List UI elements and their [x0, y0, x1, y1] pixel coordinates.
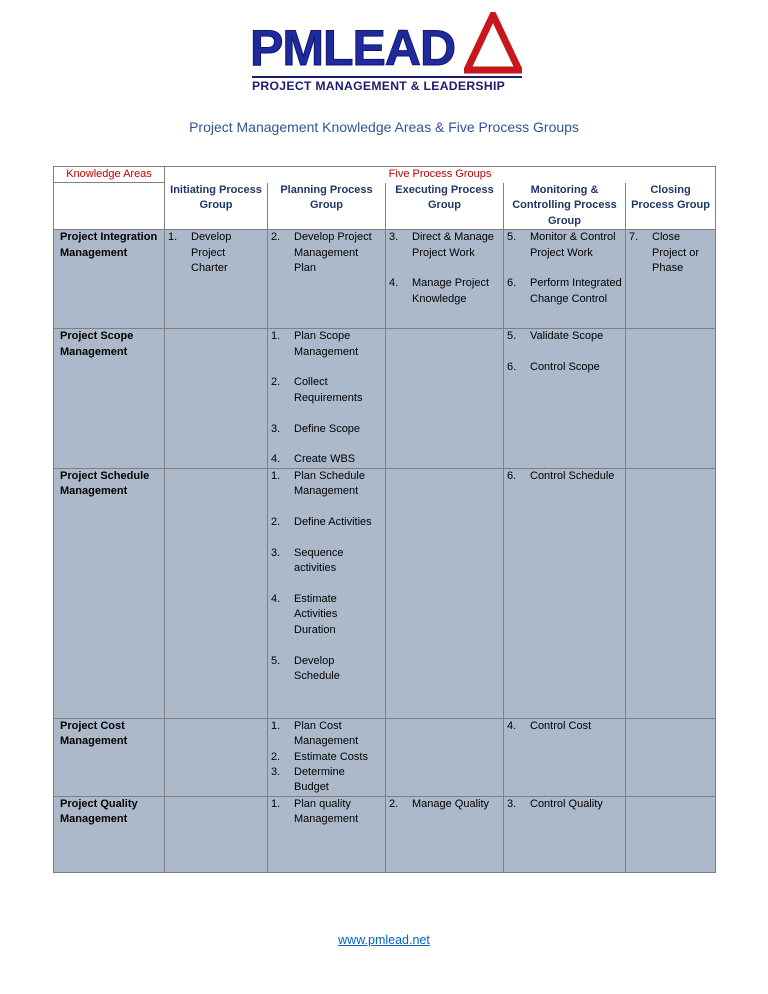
process-cell-planning — [268, 796, 386, 872]
process-item-number: 3. — [271, 765, 281, 778]
process-item — [271, 230, 382, 276]
process-cell-monitoring — [504, 329, 626, 469]
process-cell-closing — [626, 230, 716, 329]
corner-header-blank — [54, 183, 165, 230]
process-item-number: 1. — [271, 330, 281, 343]
process-item-text: Control Scope — [530, 360, 600, 373]
process-item — [271, 797, 382, 828]
process-item — [271, 422, 382, 437]
process-item-text: Monitor & Control Project Work — [530, 231, 616, 259]
process-item — [271, 469, 382, 500]
logo-tagline: PROJECT MANAGEMENT & LEADERSHIP — [252, 79, 506, 93]
process-item-number: 2. — [271, 376, 281, 389]
process-item — [271, 750, 382, 765]
process-cell-executing — [386, 468, 504, 718]
process-cell-initiating — [165, 329, 268, 469]
process-item-number: 5. — [507, 330, 517, 343]
process-item-text: Develop Schedule — [294, 654, 340, 682]
process-cell-planning — [268, 230, 386, 329]
process-item — [507, 230, 622, 261]
process-item-text: Control Cost — [530, 719, 592, 732]
process-item — [271, 765, 382, 796]
pmlead-logo — [250, 12, 525, 98]
process-item-text: Sequence activities — [294, 546, 344, 575]
process-item-number: 2. — [271, 231, 281, 244]
process-item-text: Develop Project Charter — [191, 231, 232, 274]
process-item-number: 3. — [507, 797, 517, 810]
column-header-initiating: Initiating Process Group — [165, 183, 268, 230]
process-item — [507, 469, 622, 484]
knowledge-areas-table — [53, 166, 716, 873]
process-item-number: 1. — [168, 231, 178, 244]
process-item-text: Estimate Activities Duration — [294, 592, 338, 636]
process-item-number: 6. — [507, 277, 517, 290]
column-header-closing: Closing Process Group — [626, 183, 716, 230]
process-item-text: Manage Quality — [412, 797, 490, 810]
process-item-number: 1. — [271, 719, 281, 732]
process-item — [389, 230, 500, 261]
process-cell-executing — [386, 796, 504, 872]
process-item — [389, 797, 500, 812]
process-item — [271, 452, 382, 467]
process-cell-initiating — [165, 230, 268, 329]
group-header: Five Process Groups — [165, 167, 716, 183]
table-row — [54, 230, 716, 329]
process-item-text: Direct & Manage Project Work — [412, 231, 494, 259]
process-cell-executing — [386, 329, 504, 469]
process-item-text: Define Activities — [294, 515, 372, 528]
process-cell-monitoring — [504, 468, 626, 718]
knowledge-area-cell: Project Schedule Management — [54, 468, 165, 718]
process-cell-closing — [626, 796, 716, 872]
process-item-text: Plan Scope Management — [294, 330, 359, 358]
process-item — [271, 654, 382, 685]
process-item-number: 7. — [629, 231, 639, 244]
process-item-text: Plan Cost Management — [294, 719, 359, 748]
process-item — [629, 230, 712, 276]
process-cell-initiating — [165, 796, 268, 872]
process-item-number: 4. — [271, 453, 281, 466]
process-cell-planning — [268, 468, 386, 718]
process-item-text: Estimate Costs — [294, 750, 368, 763]
process-item-number: 1. — [271, 469, 281, 482]
logo-brand-text: PMLEAD — [250, 20, 456, 76]
knowledge-area-cell: Project Integration Management — [54, 230, 165, 329]
process-cell-initiating — [165, 718, 268, 796]
process-item-number: 6. — [507, 469, 517, 482]
process-item-number: 4. — [507, 719, 517, 732]
column-header-monitoring: Monitoring & Controlling Process Group — [504, 183, 626, 230]
knowledge-area-cell: Project Cost Management — [54, 718, 165, 796]
process-cell-closing — [626, 718, 716, 796]
process-item — [507, 276, 622, 307]
process-item — [507, 797, 622, 812]
process-item-text: Control Quality — [530, 797, 603, 810]
process-cell-monitoring — [504, 230, 626, 329]
process-item-number: 3. — [271, 422, 281, 435]
table-row — [54, 468, 716, 718]
process-item-text: Close Project or Phase — [652, 231, 700, 274]
process-item-text: Develop Project Management Plan — [294, 231, 372, 274]
table-row — [54, 718, 716, 796]
process-item-number: 3. — [389, 231, 399, 244]
process-item — [271, 329, 382, 360]
website-link[interactable]: www.pmlead.net — [338, 933, 430, 947]
process-item — [271, 592, 382, 638]
process-cell-initiating — [165, 468, 268, 718]
process-item-text: Collect Requirements — [294, 376, 363, 404]
process-item-number: 6. — [507, 360, 517, 373]
process-item-number: 4. — [271, 592, 281, 605]
process-item — [271, 719, 382, 750]
process-cell-executing — [386, 230, 504, 329]
footer — [0, 933, 768, 947]
process-item-text: Create WBS — [294, 453, 356, 466]
process-cell-planning — [268, 329, 386, 469]
process-item-number: 2. — [389, 797, 399, 810]
process-item — [271, 375, 382, 406]
process-item-number: 4. — [389, 277, 399, 290]
table-row — [54, 329, 716, 469]
process-cell-closing — [626, 468, 716, 718]
process-item — [389, 276, 500, 307]
process-item-number: 2. — [271, 750, 281, 763]
knowledge-area-cell: Project Scope Management — [54, 329, 165, 469]
column-header-executing: Executing Process Group — [386, 183, 504, 230]
process-item-number: 5. — [271, 654, 281, 667]
process-item-text: Plan Schedule Management — [294, 469, 365, 498]
knowledge-area-cell: Project Quality Management — [54, 796, 165, 872]
process-item — [271, 546, 382, 577]
process-item-number: 1. — [271, 797, 281, 810]
process-cell-monitoring — [504, 796, 626, 872]
column-header-planning: Planning Process Group — [268, 183, 386, 230]
process-item-text: Control Schedule — [530, 469, 615, 482]
process-cell-planning — [268, 718, 386, 796]
corner-header: Knowledge Areas — [54, 167, 165, 183]
process-cell-monitoring — [504, 718, 626, 796]
process-item-text: Manage Project Knowledge — [412, 277, 490, 305]
table-row — [54, 796, 716, 872]
process-item-text: Validate Scope — [530, 330, 604, 343]
process-item — [168, 230, 264, 276]
document-title: Project Management Knowledge Areas & Five Process Groups — [189, 119, 579, 135]
process-item — [271, 515, 382, 530]
process-cell-executing — [386, 718, 504, 796]
process-item-number: 5. — [507, 231, 517, 244]
process-item-text: Perform Integrated Change Control — [530, 277, 622, 305]
process-item — [507, 360, 622, 375]
process-item-number: 2. — [271, 515, 281, 528]
process-cell-closing — [626, 329, 716, 469]
process-item-text: Define Scope — [294, 422, 361, 435]
process-item-text: Plan quality Management — [294, 797, 359, 826]
process-item — [507, 719, 622, 734]
logo-triangle-icon — [464, 12, 522, 74]
process-item-text: Determine Budget — [294, 765, 345, 794]
process-item-number: 3. — [271, 546, 281, 559]
process-item — [507, 329, 622, 344]
